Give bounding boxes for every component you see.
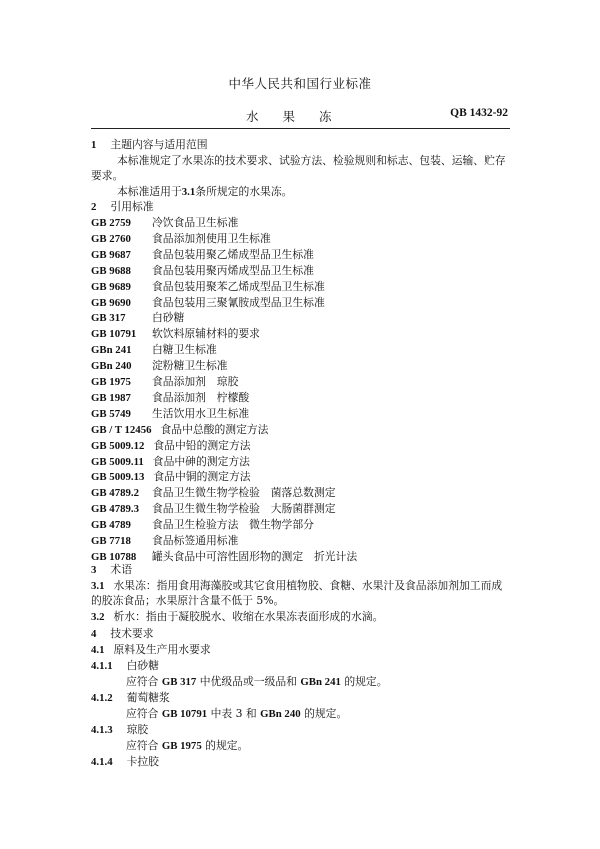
reference-title: 食品添加剂使用卫生标准 (152, 231, 271, 245)
reference-title: 白砂糖 (152, 311, 185, 325)
reference-code: GB 10791 (91, 328, 137, 341)
reference-title: 食品中铜的测定方法 (153, 470, 251, 484)
reference-item (91, 390, 511, 406)
reference-code: GB 1987 (91, 391, 131, 404)
term-3-1-line-a: 3.1 水果冻：指用食用海藻胶或其它食用植物胶、食糖、水果汁及食品添加剂加工而成 (91, 579, 503, 592)
reference-item (91, 279, 511, 295)
reference-title: 食品卫生检验方法 微生物学部分 (152, 518, 314, 532)
reference-code: GB 5009.13 (91, 471, 145, 484)
section-3-heading: 3 术语 (91, 563, 132, 576)
section-4-1-4-heading: 4.1.4 卡拉胶 (91, 755, 159, 768)
reference-title: 食品卫生微生物学检验 大肠菌群测定 (152, 502, 336, 516)
reference-title: 软饮料原辅材料的要求 (152, 327, 260, 341)
reference-code: GB 317 (91, 312, 126, 325)
standard-category-title: 中华人民共和国行业标准 (228, 76, 372, 91)
reference-title: 食品包装用聚乙烯成型品卫生标准 (152, 247, 314, 261)
reference-title: 食品中砷的测定方法 (152, 454, 250, 468)
standard-code: QB 1432-92 (450, 107, 508, 119)
reference-item (91, 342, 511, 358)
reference-item (91, 326, 511, 342)
section-1-paragraph-1b: 要求。 (91, 169, 124, 182)
reference-title: 食品添加剂 琼胶 (152, 375, 239, 388)
header-divider (91, 128, 510, 129)
reference-code: GB 9690 (91, 296, 131, 309)
reference-item (91, 485, 511, 501)
reference-item (91, 295, 511, 311)
reference-title: 食品添加剂 柠檬酸 (152, 390, 250, 404)
section-4-1-1-text: 应符合 GB 317 中优级品或一级品和 GBn 241 的规定。 (126, 675, 388, 688)
reference-code: GB 4789 (91, 519, 131, 532)
reference-title: 生活饮用水卫生标准 (152, 406, 250, 420)
reference-item (91, 438, 511, 454)
reference-title: 食品标签通用标准 (152, 534, 239, 547)
reference-code: GB 9688 (91, 264, 131, 277)
reference-item (91, 533, 511, 549)
reference-code: GB 2760 (91, 232, 131, 245)
section-1-paragraph-2: 本标准适用于3.1条所规定的水果冻。 (117, 185, 293, 198)
reference-item (91, 247, 511, 263)
reference-item (91, 406, 511, 422)
reference-item (91, 215, 511, 231)
section-1-heading: 1 主题内容与适用范围 (91, 138, 208, 151)
reference-item (91, 469, 511, 485)
section-2-heading: 2 引用标准 (91, 200, 154, 213)
reference-title: 冷饮食品卫生标准 (152, 216, 239, 229)
reference-title: 食品包装用聚苯乙烯成型品卫生标准 (152, 279, 325, 293)
reference-title: 食品卫生微生物学检验 菌落总数测定 (152, 486, 336, 500)
reference-code: GB 5009.12 (91, 439, 145, 452)
term-3-2: 3.2 析水：指由于凝胶脱水、收缩在水果冻表面形成的水滴。 (91, 610, 384, 623)
reference-item (91, 263, 511, 279)
reference-title: 食品包装用聚丙烯成型品卫生标准 (152, 263, 314, 277)
reference-code: GB 5009.11 (91, 455, 144, 468)
reference-item (91, 374, 511, 390)
section-4-1-1-heading: 4.1.1 白砂糖 (91, 659, 159, 672)
reference-code: GB 7718 (91, 535, 131, 547)
reference-item (91, 231, 511, 247)
term-3-1-line-b: 的胶冻食品；水果原汁含量不低于 5%。 (91, 594, 285, 607)
reference-code: GB 5749 (91, 407, 131, 420)
section-1-paragraph-1a: 本标准规定了水果冻的技术要求、试验方法、检验规则和标志、包装、运输、贮存 (117, 154, 506, 167)
reference-item (91, 517, 511, 533)
reference-code: GB 4789.3 (91, 503, 139, 516)
reference-title: 淀粉糖卫生标准 (152, 359, 228, 373)
standard-title: 水 果 冻 (246, 109, 342, 124)
reference-item (91, 358, 511, 374)
reference-item (91, 310, 511, 326)
reference-code: GB 10788 (91, 550, 137, 563)
reference-code: GB 2759 (91, 217, 131, 229)
reference-code: GB / T 12456 (91, 423, 152, 436)
reference-title: 白糖卫生标准 (152, 343, 217, 357)
section-4-1-2-heading: 4.1.2 葡萄糖浆 (91, 691, 170, 704)
reference-title: 食品包装用三聚氰胺成型品卫生标准 (152, 295, 325, 309)
section-4-1-3-heading: 4.1.3 琼胶 (91, 723, 149, 736)
reference-item (91, 501, 511, 517)
reference-code: GB 4789.2 (91, 487, 139, 500)
section-4-1-2-text: 应符合 GB 10791 中表 3 和 GBn 240 的规定。 (126, 707, 348, 720)
reference-code: GB 9687 (91, 248, 131, 261)
reference-title: 食品中铅的测定方法 (153, 438, 251, 452)
reference-item (91, 454, 511, 470)
section-4-1-heading: 4.1 原料及生产用水要求 (91, 643, 211, 656)
section-4-heading: 4 技术要求 (91, 627, 154, 640)
reference-code: GB 9689 (91, 280, 131, 293)
section-4-1-3-text: 应符合 GB 1975 的规定。 (126, 739, 249, 752)
reference-code: GBn 241 (91, 344, 132, 357)
reference-item (91, 422, 511, 438)
reference-code: GBn 240 (91, 360, 132, 373)
reference-title: 食品中总酸的测定方法 (160, 422, 269, 436)
reference-title: 罐头食品中可溶性固形物的测定 折光计法 (152, 549, 358, 563)
reference-code: GB 1975 (91, 376, 131, 388)
